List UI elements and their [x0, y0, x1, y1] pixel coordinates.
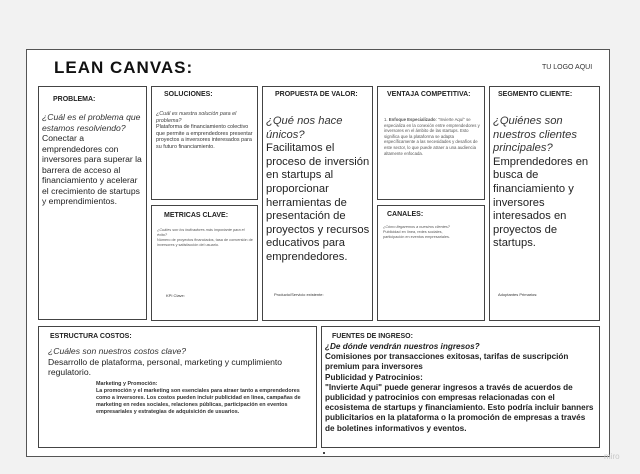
metricas-header: METRICAS CLAVE:: [164, 212, 229, 219]
ventaja-item-title: Enfoque Especializado: [388, 117, 436, 122]
canales-question: ¿Cómo llegaremos a nuestros clientes?: [383, 225, 450, 229]
ventaja-header: VENTAJA COMPETITIVA:: [387, 91, 471, 98]
propuesta-card[interactable]: [262, 86, 373, 321]
ventaja-item-text: : "Invierte Aquí" se especializa en la conexión entre emprendedores y inversores en el ámbito de las startups. Esto significa que la plataforma se adapta específicamente a las necesidades y desafíos de este sector, lo que puede atraer a una audiencia altamente enfocada.: [384, 117, 480, 156]
propuesta-text: Facilitamos el proceso de inversión en startups al proporcionar herramientas de presentación de proyectos y recursos educativos para emprendedores.: [266, 142, 370, 263]
marketing-title: Marketing y Promoción:: [96, 381, 158, 387]
ingresos-publicidad-title: Publicidad y Patrocinios:: [325, 372, 423, 382]
soluciones-header: SOLUCIONES:: [164, 91, 213, 98]
problema-card[interactable]: [38, 86, 147, 320]
canales-header: CANALES:: [387, 211, 424, 218]
producto-label: Producto/Servicio existente:: [274, 292, 324, 297]
propuesta-question: ¿Qué nos hace únicos?: [266, 115, 343, 141]
problema-header: PROBLEMA:: [53, 96, 96, 103]
segmento-question: ¿Quiénes son nuestros clientes principales?: [493, 115, 577, 155]
ventaja-card[interactable]: [377, 86, 485, 200]
logo-placeholder: TU LOGO AQUI: [542, 64, 593, 71]
adoptantes-label: Adoptantes Primarios:: [498, 292, 538, 297]
segmento-header: SEGMENTO CLIENTE:: [498, 91, 573, 98]
metricas-card[interactable]: [151, 205, 258, 321]
segmento-card[interactable]: [489, 86, 600, 321]
soluciones-question: ¿Cuál es nuestra solución para el problema?: [156, 111, 237, 124]
ventaja-item-number: 1.: [384, 117, 388, 122]
soluciones-card[interactable]: [151, 86, 258, 200]
metricas-text: Número de proyectos financiados, tasa de conversión de inversores y satisfacción del usuario.: [157, 238, 253, 247]
costos-question: ¿Cuáles son nuestros costos clave?: [48, 346, 187, 356]
propuesta-header: PROPUESTA DE VALOR:: [275, 91, 358, 98]
ingresos-header: FUENTES DE INGRESO:: [332, 333, 413, 340]
canales-card[interactable]: [377, 205, 485, 321]
ingresos-publicidad-text: "Invierte Aqui" puede generar ingresos a través de acuerdos de publicidad y patrocinios con empresas relacionadas con el ecosistema de startups y financiamiento. Esto podría incluir banners publicitarios en la plataforma o la promoción de empresas a través de boletines informativos y eventos.: [325, 382, 594, 433]
soluciones-text: Plataforma de financiamiento colectivo que permite a emprendedores presentar proyectos a inversores interesados para su futuro financiamiento.: [156, 124, 253, 150]
metricas-question: ¿Cuáles son los indicadores más importante para el éxito?: [157, 228, 245, 237]
page-title: LEAN CANVAS:: [54, 58, 194, 77]
miro-watermark: miro: [604, 452, 620, 461]
ingresos-comisiones: Comisiones por transacciones exitosas, tarifas de suscripción premium para inversores: [325, 352, 569, 372]
costos-card[interactable]: [38, 326, 317, 448]
costos-header: ESTRUCTURA COSTOS:: [50, 333, 132, 340]
segmento-text: Emprendedores en busca de financiamiento y inversores interesados en proyectos de startups.: [493, 155, 589, 250]
canales-text: Publicidad en línea, redes sociales, participación en eventos empresariales.: [383, 230, 450, 239]
kpi-label: KPI Clave:: [166, 293, 185, 298]
marketing-text: La promoción y el marketing son esenciales para atraer tanto a emprendedores como a inversores. Los costos pueden incluir publicidad en línea, campañas de marketing en redes sociales, relaciones públicas, participación en eventos empresariales y estrategias de adquisición de usuarios.: [96, 388, 301, 415]
ingresos-card[interactable]: [321, 326, 600, 448]
costos-text: Desarrollo de plataforma, personal, marketing y cumplimiento regulatorio.: [48, 356, 283, 377]
bullet-dot: [323, 452, 325, 454]
ingresos-question: ¿De dónde vendrán nuestros ingresos?: [325, 342, 480, 351]
problema-question: ¿Cuál es el problema que estamos resolviendo?: [42, 112, 141, 133]
problema-text: Conectar a emprendedores con inversores para superar la barrera de acceso al financiamiento y acelerar el crecimiento de startups y emprendimientos.: [42, 133, 142, 206]
